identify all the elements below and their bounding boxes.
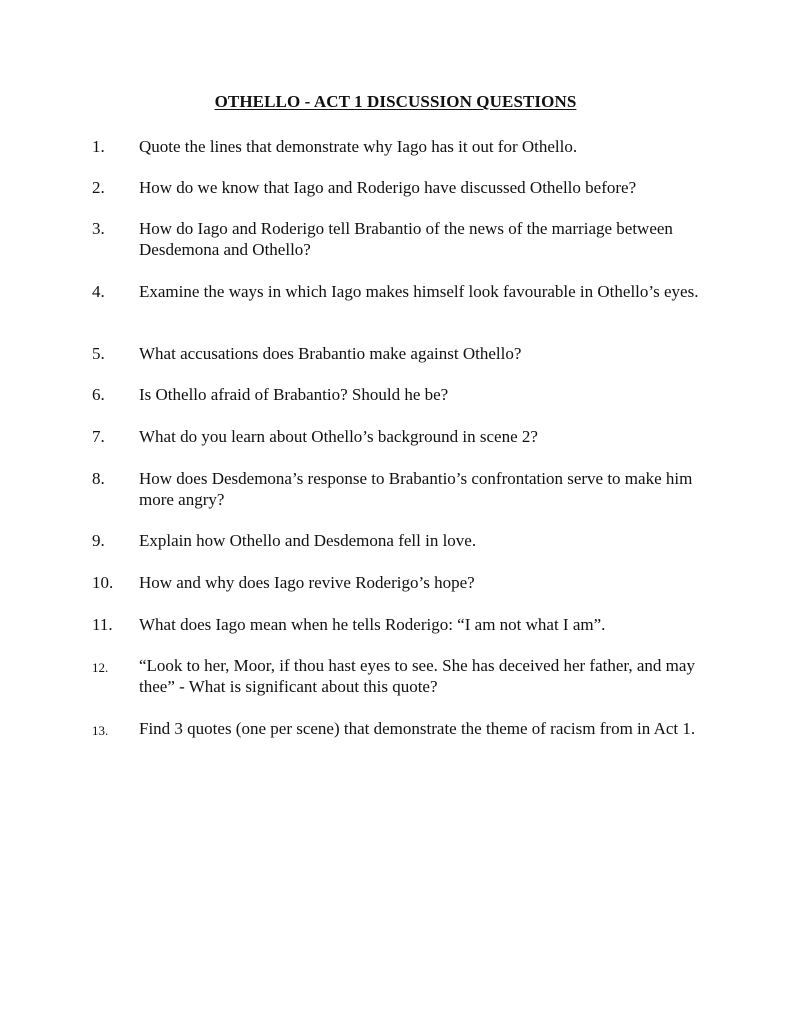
question-text: What does Iago mean when he tells Roderigo: “I am not what I am”. [139,615,606,634]
question-text: How do we know that Iago and Roderigo have discussed Othello before? [139,178,637,197]
question-text: “Look to her, Moor, if thou hast eyes to see. She has deceived her father, and may thee” - What is significant about this quote? [139,656,695,696]
question-number: 12. [92,660,109,675]
question-number: 2. [92,178,105,197]
question-number: 5. [92,344,105,363]
question-text: How and why does Iago revive Roderigo’s hope? [139,573,475,592]
question-text: What accusations does Brabantio make against Othello? [139,344,522,363]
question-text: Is Othello afraid of Brabantio? Should he be? [139,385,449,404]
question-text: Examine the ways in which Iago makes himself look favourable in Othello’s eyes. [139,282,699,301]
question-number: 3. [92,219,105,238]
question-number: 11. [92,615,113,634]
question-number: 6. [92,385,105,404]
question-number: 7. [92,427,105,446]
question-number: 4. [92,282,105,301]
question-text: What do you learn about Othello’s background in scene 2? [139,427,538,446]
question-number: 8. [92,469,105,488]
question-text: Quote the lines that demonstrate why Iago has it out for Othello. [139,137,578,156]
question-text: Explain how Othello and Desdemona fell in love. [139,531,477,550]
question-number: 9. [92,531,105,550]
question-number: 13. [92,723,109,738]
question-number: 10. [92,573,114,592]
page-title: OTHELLO - ACT 1 DISCUSSION QUESTIONS [214,92,577,111]
question-text: Find 3 quotes (one per scene) that demonstrate the theme of racism from in Act 1. [139,719,696,738]
question-text: How does Desdemona’s response to Brabantio’s confrontation serve to make him more angry? [139,469,693,509]
question-text: How do Iago and Roderigo tell Brabantio of the news of the marriage between Desdemona and Othello? [139,219,673,259]
question-number: 1. [92,137,105,156]
